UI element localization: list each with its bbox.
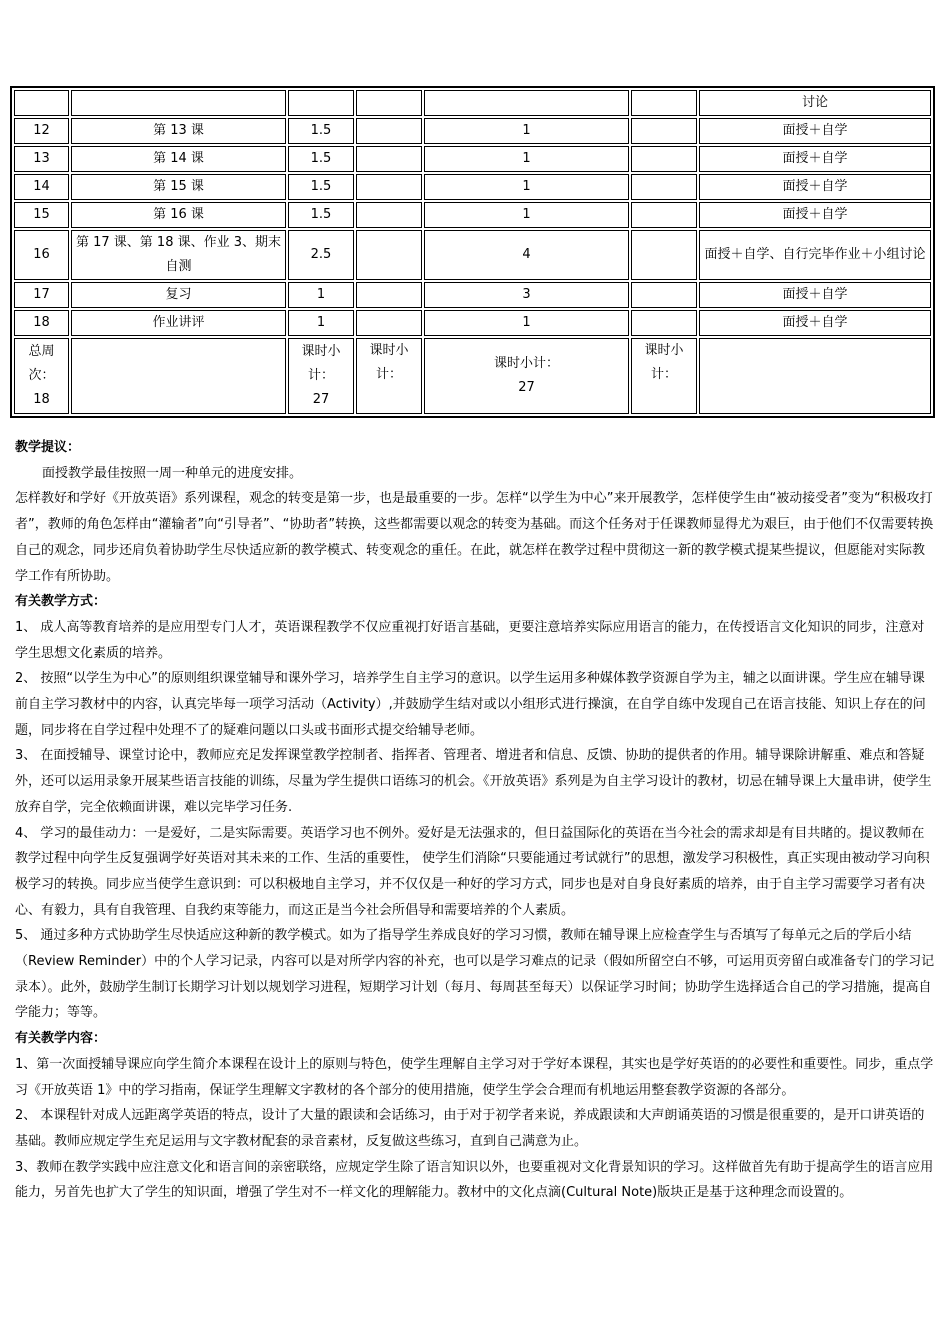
table-row <box>14 282 931 308</box>
subtotal-value: 27 <box>312 392 330 407</box>
cell-hours: 1.5 <box>288 174 354 200</box>
cell-hours-4 <box>631 202 697 228</box>
cell-content <box>71 90 286 116</box>
subtotal-label: 课时小计： <box>301 344 341 383</box>
cell-week: 15 <box>14 202 69 228</box>
cell-hours: 1 <box>288 282 354 308</box>
cell-week: 13 <box>14 146 69 172</box>
cell-subtotal-4 <box>631 338 697 414</box>
cell-hours-4 <box>631 174 697 200</box>
cell-content: 第 14 课 <box>71 146 286 172</box>
cell-method <box>699 338 931 414</box>
total-weeks-label: 总周次： <box>28 344 55 383</box>
subtotal-label-2: 课时小计： <box>369 343 409 382</box>
cell-hours-3: 1 <box>424 202 629 228</box>
cell-subtotal <box>288 338 354 414</box>
schedule-table-wrapper <box>10 86 935 418</box>
cell-total-weeks <box>14 338 69 414</box>
table-row <box>14 310 931 336</box>
section-heading: 有关教学内容： <box>15 1031 107 1047</box>
table-total-row <box>14 338 931 414</box>
cell-method: 面授＋自学 <box>699 282 931 308</box>
cell-method: 面授＋自学 <box>699 118 931 144</box>
table-row <box>14 146 931 172</box>
section-heading: 教学提议： <box>15 440 81 455</box>
cell-hours-4 <box>631 282 697 308</box>
cell-content: 作业讲评 <box>71 310 286 336</box>
cell-hours-3: 4 <box>424 230 629 280</box>
section-heading: 有关教学方式： <box>15 594 107 610</box>
cell-method: 面授＋自学、自行完毕作业＋小组讨论 <box>699 230 931 280</box>
table-row <box>14 90 931 116</box>
cell-hours-2 <box>356 146 422 172</box>
cell-hours-3 <box>424 90 629 116</box>
cell-content: 第 17 课、第 18 课、作业 3、期末自测 <box>71 230 286 280</box>
list-item: 3、 在面授辅导、课堂讨论中，教师应充足发挥课堂教学控制者、指挥者、管理者、增进者和信息、反馈、协助的提供者的作用。辅导课除讲解重、难点和答疑外，还可以运用录象开展某些语言技能的训练，尽量为学生提供口语练习的机会。《开放英语》系列是为自主学习设计的教材，切忌在辅导课上大量串讲，使学生放弃自学，完全依赖面讲课，难以完毕学习任务. <box>15 748 932 815</box>
cell-hours-3: 1 <box>424 174 629 200</box>
cell-hours-2 <box>356 230 422 280</box>
cell-hours-3: 3 <box>424 282 629 308</box>
cell-method: 面授＋自学 <box>699 202 931 228</box>
cell-hours: 2.5 <box>288 230 354 280</box>
list-item: 2、 本课程针对成人远距离学英语的特点，设计了大量的跟读和会话练习，由于对于初学者来说，养成跟读和大声朗诵英语的习惯是很重要的，是开口讲英语的基础。教师应规定学生充足运用与文字教材配套的录音素材，反复做这些练习，直到自己满意为止。 <box>15 1108 925 1149</box>
cell-hours: 1.5 <box>288 146 354 172</box>
cell-hours-2 <box>356 282 422 308</box>
cell-content: 复习 <box>71 282 286 308</box>
subtotal-label-4: 课时小计： <box>644 343 684 382</box>
cell-hours-4 <box>631 118 697 144</box>
cell-hours-3: 1 <box>424 310 629 336</box>
cell-hours-3: 1 <box>424 146 629 172</box>
list-item: 5、 通过多种方式协助学生尽快适应这种新的教学模式。如为了指导学生养成良好的学习习惯，教师在辅导课上应检查学生与否填写了每单元之后的学后小结（Review Reminder）中的个人学习记录，内容可以是对所学内容的补充，也可以是学习难点的记录（假如所留空白不够，可运用页旁留白或准备专门的学习记录本）。此外，鼓励学生制订长期学习计划以规划学习进程，短期学习计划（每月、每周甚至每天）以保证学习时间；协助学生选择适合自己的学习措施，提高自学能力；等等。 <box>15 928 935 1021</box>
cell-method: 讨论 <box>699 90 931 116</box>
cell-week <box>14 90 69 116</box>
cell-hours: 1.5 <box>288 202 354 228</box>
cell-content: 第 16 课 <box>71 202 286 228</box>
cell-content: 第 13 课 <box>71 118 286 144</box>
cell-hours-4 <box>631 230 697 280</box>
paragraph: 怎样教好和学好《开放英语》系列课程，观念的转变是第一步，也是最重要的一步。怎样“以学生为中心”来开展教学，怎样使学生由“被动接受者”变为“积极攻打者”，教师的角色怎样由“灌输者”向“引导者”、“协助者”转换，这些都需要以观念的转变为基础。而这个任务对于任课教师显得尤为艰巨，由于他们不仅需要转换自己的观念，同步还肩负着协助学生尽快适应新的教学模式、转变观念的重任。在此，就怎样在教学过程中贯彻这一新的教学模式提某些提议，但愿能对实际教学工作有所协助。 <box>15 491 934 584</box>
cell-content: 第 15 课 <box>71 174 286 200</box>
list-item: 1、第一次面授辅导课应向学生简介本课程在设计上的原则与特色，使学生理解自主学习对于学好本课程，其实也是学好英语的的必要性和重要性。同步，重点学习《开放英语 1》中的学习指南，保证学生理解文字教材的各个部分的使用措施，使学生学会合理而有机地运用整套教学资源的各部分。 <box>15 1056 934 1098</box>
cell-hours <box>288 90 354 116</box>
cell-hours-2 <box>356 174 422 200</box>
cell-hours-4 <box>631 90 697 116</box>
cell-hours: 1.5 <box>288 118 354 144</box>
list-item: 4、 学习的最佳动力：一是爱好，二是实际需要。英语学习也不例外。爱好是无法强求的，但日益国际化的英语在当今社会的需求却是有目共睹的。提议教师在教学过程中向学生反复强调学好英语对其未来的工作、生活的重要性， 使学生们消除“只要能通过考试就行”的思想，激发学习积极性，真正实现由被动学习向积极学习的转换。同步应当使学生意识到：可以积极地自主学习，并不仅仅是一种好的学习方式，同步也是对自身良好素质的培养，由于自主学习需要学习者有决心、有毅力，具有自我管理、自我约束等能力，而这正是当今社会所倡导和需要培养的个人素质。 <box>15 825 930 918</box>
cell-hours-2 <box>356 90 422 116</box>
list-item: 3、教师在教学实践中应注意文化和语言间的亲密联络，应规定学生除了语言知识以外，也要重视对文化背景知识的学习。这样做首先有助于提高学生的语言应用能力，另首先也扩大了学生的知识面，增强了学生对不一样文化的理解能力。教材中的文化点滴(Cultural Note)版块正是基于这种理念而设置的。 <box>15 1159 934 1201</box>
document-body <box>15 435 937 1206</box>
table-row <box>14 230 931 280</box>
schedule-table <box>10 86 935 418</box>
cell-hours-2 <box>356 310 422 336</box>
cell-week: 12 <box>14 118 69 144</box>
cell-hours-2 <box>356 202 422 228</box>
subtotal-value-3: 27 <box>518 380 535 395</box>
cell-week: 17 <box>14 282 69 308</box>
list-item: 1、 成人高等教育培养的是应用型专门人才，英语课程教学不仅应重视打好语言基础，更要注意培养实际应用语言的能力，在传授语言文化知识的同步，注意对学生思想文化素质的培养。 <box>15 619 925 661</box>
total-weeks-value: 18 <box>33 392 50 407</box>
cell-method: 面授＋自学 <box>699 310 931 336</box>
cell-week: 14 <box>14 174 69 200</box>
subtotal-label-3: 课时小计： <box>493 356 559 371</box>
cell-subtotal-2 <box>356 338 422 414</box>
cell-hours-2 <box>356 118 422 144</box>
cell-hours: 1 <box>288 310 354 336</box>
cell-hours-4 <box>631 146 697 172</box>
cell-content <box>71 338 286 414</box>
cell-week: 16 <box>14 230 69 280</box>
paragraph: 面授教学最佳按照一周一种单元的进度安排。 <box>42 465 303 481</box>
cell-subtotal-3 <box>424 338 629 414</box>
cell-method: 面授＋自学 <box>699 146 931 172</box>
cell-method: 面授＋自学 <box>699 174 931 200</box>
table-row <box>14 118 931 144</box>
cell-hours-3: 1 <box>424 118 629 144</box>
cell-hours-4 <box>631 310 697 336</box>
table-row <box>14 202 931 228</box>
list-item: 2、 按照“以学生为中心”的原则组织课堂辅导和课外学习，培养学生自主学习的意识。以学生运用多种媒体教学资源自学为主，辅之以面讲课。学生应在辅导课前自主学习教材中的内容，认真完毕每一项学习活动（Activity）,并鼓励学生结对或以小组形式进行操演，在自学自练中发现自己在语言技能、知识上存在的问题，同步将在自学过程中处理不了的疑难问题以口头或书面形式提交给辅导老师。 <box>15 671 926 738</box>
cell-week: 18 <box>14 310 69 336</box>
table-row <box>14 174 931 200</box>
